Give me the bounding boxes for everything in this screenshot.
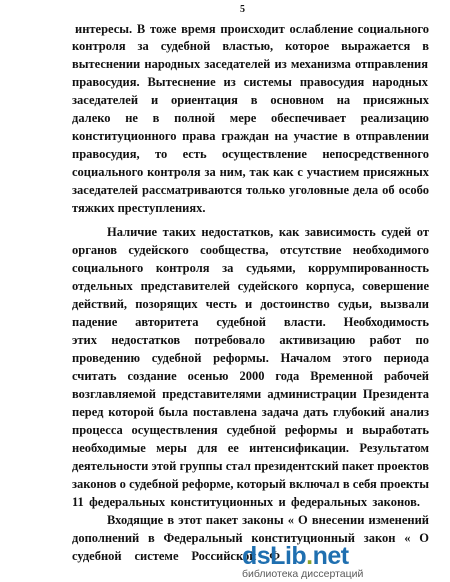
text-line: заседателей и ориентация в основном на присяжных — [72, 93, 429, 107]
text-line: социального контроля за ним, так как с участием присяжных — [72, 165, 429, 179]
text-line: вытеснении народных заседателей из механизма отправления — [72, 57, 428, 71]
text-line: дополнений в Федеральный конституционный закон « О — [72, 531, 429, 545]
text-line: действий, позорящих честь и достоинство судьи, вызвали — [72, 297, 429, 311]
text-line: падение авторитета судебной власти. Необходимость — [72, 315, 429, 329]
text-line: конституционного права граждан на участие в отправлении — [72, 129, 429, 143]
text-line: процесса осуществления судебной реформы и выработать — [72, 423, 429, 437]
text-line: перед которой была поставлена задача дать глубокий анализ — [72, 405, 429, 419]
dslib-watermark — [242, 542, 442, 578]
text-line: этих недостатков потребовало активизацию работ по — [72, 333, 429, 347]
text-line: Входящие в этот пакет законы « О внесении изменений — [107, 513, 429, 527]
page-number: 5 — [240, 4, 245, 15]
text-line: тяжких преступлениях. — [72, 201, 206, 215]
text-line: социального контроля за судьями, коррумпированность — [72, 261, 429, 275]
watermark-subtitle: библиотека диссертаций — [242, 568, 364, 580]
logo-dot: . — [306, 542, 313, 570]
text-line: законов о судебной реформе, который включал в себя проекты — [72, 477, 429, 491]
text-line: отдельных представителей судейского корпуса, совершение — [72, 279, 429, 293]
text-line: деятельности этой группы стал президентский пакет проектов — [72, 459, 429, 473]
text-line: необходимые меры для ее интенсификации. Результатом — [72, 441, 429, 455]
text-line: интересы. В тоже время происходит ослабление социального — [75, 22, 429, 36]
dslib-logo — [242, 542, 349, 571]
text-line: возглавляемой представителями администрации Президента — [72, 387, 429, 401]
text-line: заседателей рассматриваются только уголовные дела об особо — [72, 183, 429, 197]
text-line: далеко не в полной мере обеспечивает реализацию — [72, 111, 429, 125]
text-line: правосудия, то есть осуществление непосредственного — [72, 147, 429, 161]
text-line: контроля за судебной властью, которое выражается в — [72, 39, 429, 53]
text-line: Наличие таких недостатков, как зависимость судей от — [107, 225, 429, 239]
logo-tld: net — [312, 542, 349, 570]
logo-main: dsLib — [242, 542, 307, 570]
text-line: проведению судебной реформы. Началом этого периода — [72, 351, 429, 365]
text-line: судебной системе Российской Ф — [72, 549, 280, 563]
text-line: 11 федеральных конституционных и федеральных законов. — [72, 495, 420, 509]
text-line: органов судейского сообщества, отсутствие необходимого — [72, 243, 429, 257]
text-line: правосудия. Вытеснение из системы правосудия народных — [72, 75, 428, 89]
text-line: считать создание осенью 2000 года Временной рабочей — [72, 369, 429, 383]
